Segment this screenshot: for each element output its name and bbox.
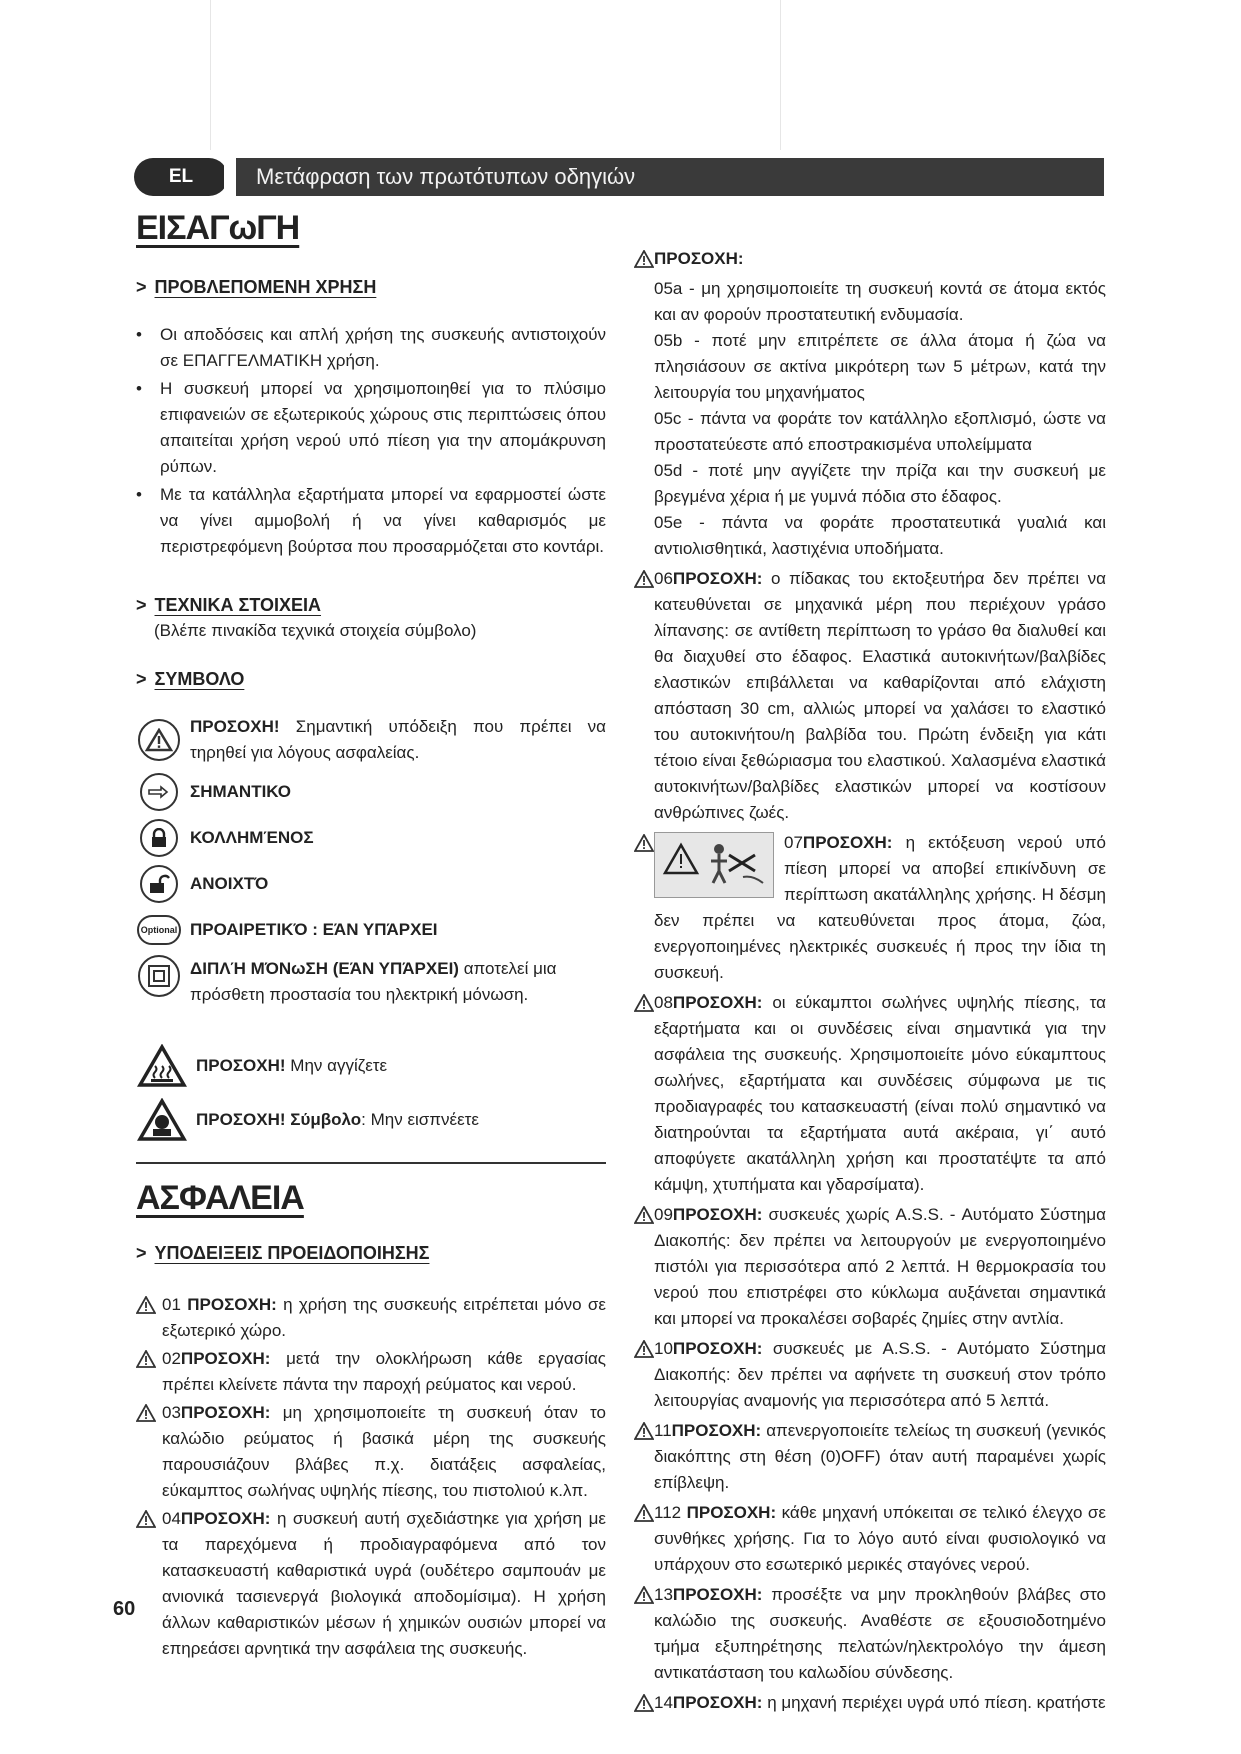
list-item: • Με τα κατάλληλα εξαρτήματα μπορεί να εφαρμοστεί ώστε να γίνει αμμοβολή ή να γίνει καθαρισμός με περιστρεφόμενη βούρτσα που προσαρμόζεται στο κοντάρι.: [136, 482, 606, 560]
double-insulation-label: ΔΙΠΛΉ ΜΌΝωΣΗ (ΕΆΝ ΥΠΆΡΧΕΙ): [190, 959, 459, 978]
symbol-important: [136, 772, 606, 812]
warning-triangle-icon: [634, 1504, 654, 1522]
symbol-locked: [136, 818, 606, 858]
warning-03: 03ΠΡΟΣΟΧΗ: μη χρησιμοποιείτε τη συσκευή όταν το καλώδιο ρεύματος ή βασικά μέρη της συσκευής παρουσιάζουν βλάβες π.χ. διατάξεις ασφαλείας, εύκαμπτος σωλήνας υψηλής πίεσης, του πιστολιού κ.λπ.: [136, 1400, 606, 1504]
scan-line: [210, 0, 211, 150]
warning-triangle-icon: [136, 720, 182, 760]
caution-text: Σημαντική υπόδειξη που πρέπει να τηρηθεί για λόγους ασφαλείας.: [190, 717, 606, 762]
inhale-label: ΠΡΟΣΟΧΗ! Σύμβολο: [196, 1110, 362, 1129]
optional-label: ΠΡΟΑΙΡΕΤΙΚΌ : ΕΆΝ ΥΠΆΡΧΕΙ: [190, 920, 438, 939]
warning-triangle-icon: [634, 570, 654, 588]
caution-label: ΠΡΟΣΟΧΗ!: [190, 717, 280, 736]
section-divider: [136, 1162, 606, 1164]
safety-heading: ΑΣΦΑΛΕΙΑ: [136, 1179, 304, 1217]
warning-02: 02ΠΡΟΣΟΧΗ: μετά την ολοκλήρωση κάθε εργασίας πρέπει κλείνετε πάντα την παροχή ρεύματος και νερού.: [136, 1346, 606, 1398]
important-label: ΣΗΜΑΝΤΙΚΟ: [190, 782, 292, 801]
warning-05d: 05d - ποτέ μην αγγίζετε την πρίζα και την συσκευή με βρεγμένα χέρια ή με γυμνά πόδια στο έδαφος.: [654, 461, 1106, 506]
lock-closed-icon: [136, 818, 182, 858]
symbol-caution: [136, 714, 606, 766]
warning-05a: 05a - μη χρησιμοποιείτε τη συσκευή κοντά σε άτομα εκτός και αν φορούν προστατευτική ενδυμασία.: [654, 279, 1106, 324]
open-label: ΑΝΟΙΧΤΌ: [190, 874, 269, 893]
intended-use-list: [136, 322, 606, 560]
hot-text: Μην αγγίζετε: [290, 1056, 388, 1075]
optional-badge-text: Optional: [140, 925, 178, 935]
inhale-text: : Μην εισπνέετε: [361, 1110, 479, 1129]
page-number: 60: [113, 1598, 136, 1620]
warning-13: 13ΠΡΟΣΟΧΗ: προσέξτε να μην προκληθούν βλάβες στο καλώδιο της συσκευής. Αναθέστε σε εξουσιοδοτημένο τμήμα εξυπηρέτησης πελατών/ηλεκτρολόγο την άμεση αντικατάσταση του καλωδίου σύνδεσης.: [654, 1582, 1106, 1686]
warning-12: 112 ΠΡΟΣΟΧΗ: κάθε μηχανή υπόκειται σε τελικό έλεγχο σε συνθήκες χρήσης. Για το λόγο αυτό είναι φυσιολογικό να υπάρχουν στο εσωτερικό μερικές σταγόνες νερού.: [654, 1500, 1106, 1578]
warning-06: 06ΠΡΟΣΟΧΗ: ο πίδακας του εκτοξευτήρα δεν πρέπει να κατευθύνεται σε μηχανικά μέρη που περιέχουν γράσο λίπανσης: σε αντίθετη περίπτωση το γράσο θα διαλυθεί και θα διαχυθεί στο έδαφος. Ελαστικά αυτοκινήτων/βαλβίδες ελαστικών επιβάλλεται να καθαρίζονται από ελάχιστη απόσταση 30 cm, αλλιώς μπορεί να χαλάσει το ελαστικό του αυτοκινήτου/η βαλβίδα του. Πρώτη ένδειξη για κάτι τέτοιο είναι ξεθώριασμα του ελαστικού. Χαλασμένα ελαστικά αυτοκινήτων/βαλβίδες ελαστικών μπορεί να κοστίσουν ανθρώπινες ζωές.: [654, 566, 1106, 826]
warning-14: 14ΠΡΟΣΟΧΗ: η μηχανή περιέχει υγρά υπό πίεση. κρατήστε: [654, 1690, 1106, 1716]
warning-triangle-icon: [634, 1586, 654, 1604]
warning-triangle-icon: [634, 1694, 654, 1712]
symbol-do-not-inhale: [136, 1096, 606, 1144]
hot-surface-icon: [136, 1042, 188, 1090]
right-column: [654, 246, 1106, 1718]
warning-10: 10ΠΡΟΣΟΧΗ: συσκευές με A.S.S. - Αυτόματο Σύστημα Διακοπής: δεν πρέπει να αφήνετε τη συσκευή στον τρόπο λειτουργίας αναμονής για περισσότερα από 5 λεπτά.: [654, 1336, 1106, 1414]
warning-triangle-icon: [634, 250, 654, 268]
warning-triangle-icon: [136, 1404, 156, 1422]
tech-data-text: (Βλέπε πινακίδα τεχνικά στοιχεία σύμβολο): [154, 621, 477, 640]
locked-label: ΚΟΛΛΗΜΈΝΟΣ: [190, 828, 314, 847]
chevron-right-icon: >: [136, 669, 147, 689]
page-header-title: Μετάφραση των πρωτότυπων οδηγιών: [236, 158, 1104, 196]
warning-triangle-icon: [634, 1340, 654, 1358]
symbol-hot-surface: [136, 1042, 606, 1090]
double-insulation-icon: [136, 956, 182, 996]
optional-badge-icon: [136, 910, 182, 950]
warning-triangle-icon: [136, 1296, 156, 1314]
symbol-open: [136, 864, 606, 904]
tech-data-title: > ΤΕΧΝΙΚΑ ΣΤΟΙΧΕΙΑ: [136, 592, 606, 618]
warning-08: 08ΠΡΟΣΟΧΗ: οι εύκαμπτοι σωλήνες υψηλής πίεσης, τα εξαρτήματα και οι συνδέσεις είναι σημαντικά για την ασφάλεια της συσκευής. Χρησιμοποιείτε μόνο εύκαμπτους σωλήνες, εξαρτήματα και συνδέσεις σύμφωνα με τις προδιαγραφές του κατασκευαστή (είναι πολύ σημαντικό να διατηρούνται τα εξαρτήματα αυτά ακέραια, γι΄ αυτό αποφύγετε ακατάλληλη χρήση και προστατέψτε τα από κάμψη, χτυπήματα και γδαρσίματα).: [654, 990, 1106, 1198]
symbol-optional: [136, 910, 606, 950]
warning-triangle-icon: [634, 834, 654, 852]
lock-open-icon: [136, 864, 182, 904]
hot-label: ΠΡΟΣΟΧΗ!: [196, 1056, 286, 1075]
warning-triangle-icon: [136, 1350, 156, 1368]
warning-triangle-icon: [634, 1422, 654, 1440]
warnings-title: > ΥΠΟΔΕΙΞΕΙΣ ΠΡΟΕΙΔΟΠΟΙΗΣΗΣ: [136, 1240, 606, 1266]
warning-05e: 05e - πάντα να φοράτε προστατευτικά γυαλιά και αντιολισθητικά, λαστιχένια υποδήματα.: [654, 513, 1106, 558]
intended-use-title: > ΠΡΟΒΛΕΠΟΜΕΝΗ ΧΡΗΣΗ: [136, 274, 606, 300]
symbol-double-insulation: [136, 956, 606, 1008]
warning-11: 11ΠΡΟΣΟΧΗ: απενεργοποιείτε τελείως τη συσκευή (γενικός διακόπτης στη θέση (0)OFF) όταν αυτή παραμένει χωρίς επίβλεψη.: [654, 1418, 1106, 1496]
warning-triangle-icon: [634, 994, 654, 1012]
language-badge: EL: [134, 158, 228, 196]
left-column: [136, 204, 606, 1664]
warning-05b: 05b - ποτέ μην επιτρέπετε σε άλλα άτομα ή ζώα να πλησιάσουν σε ακτίνα μικρότερη των 5 μέτρων, κατά την λειτουργία του μηχανήματος: [654, 331, 1106, 402]
warning-09: 09ΠΡΟΣΟΧΗ: συσκευές χωρίς A.S.S. - Αυτόματο Σύστημα Διακοπής: δεν πρέπει να λειτουργούν με ενεργοποιημένο πιστόλι για περισσότερα από 2 λεπτά. Η θερμοκρασία του νερού που επιστρέφει στο κύκλωμα αυξάνεται σημαντικά και μπορεί να προκαλέσει σοβαρές ζημίες στην αντλία.: [654, 1202, 1106, 1332]
list-item: • Οι αποδόσεις και απλή χρήση της συσκευής αντιστοιχούν σε ΕΠΑΓΓΕΛΜΑΤΙΚΗ χρήση.: [136, 322, 606, 374]
double-insulation-text: αποτελεί μια πρόσθετη προστασία του ηλεκτρική μόνωση.: [190, 959, 557, 1004]
chevron-right-icon: >: [136, 595, 147, 615]
chevron-right-icon: >: [136, 1243, 147, 1263]
warning-01: 01 ΠΡΟΣΟΧΗ: η χρήση της συσκευής ειτρέπεται μόνο σε εξωτερικό χώρο.: [136, 1292, 606, 1344]
inhale-hazard-icon: [136, 1096, 188, 1144]
warning-triangle-icon: [634, 1206, 654, 1224]
warning-05c: 05c - πάντα να φοράτε τον κατάλληλο εξοπλισμό, ώστε να προστατεύεστε από εποστρακισμένα υπολείμματα: [654, 409, 1106, 454]
chevron-right-icon: >: [136, 277, 147, 297]
pointing-hand-icon: [136, 772, 182, 812]
warning-05: ΠΡΟΣΟΧΗ:: [654, 246, 1106, 272]
intro-heading: ΕΙΣΑΓωΓΗ: [136, 209, 300, 247]
symbol-title: > ΣΥΜΒΟΛΟ: [136, 666, 606, 692]
warning-04: 04ΠΡΟΣΟΧΗ: η συσκευή αυτή σχεδιάστηκε για χρήση με τα παρεχόμενα ή προδιαγραφόμενα από τον κατασκευαστή καθαριστικά υγρά (ουδέτερο σαμπουάν με ανιονικά τασιενεργά βιολογικά αποδομίσιμα). Η χρήση άλλων καθαριστικών μέσων ή χημικών ουσιών μπορεί να επηρεάσει αρνητικά την ασφάλεια της συσκευής.: [136, 1506, 606, 1662]
warning-triangle-icon: [136, 1510, 156, 1528]
spray-hazard-pictogram: [654, 832, 774, 898]
warning-07: 07ΠΡΟΣΟΧΗ: η εκτόξευση νερού υπό πίεση μπορεί να αποβεί επικίνδυνη σε περίπτωση ακατάλληλης χρήσης. Η δέσμη δεν πρέπει να κατευθύνεται προς άτομα, ζώα, ενεργοποιημένες ηλεκτρικές συσκευές ή προς την ίδια τη συσκευή.: [654, 830, 1106, 986]
scan-line: [780, 0, 781, 150]
list-item: • Η συσκευή μπορεί να χρησιμοποιηθεί για το πλύσιμο επιφανειών σε εξωτερικούς χώρους στις περιπτώσεις όπου απαιτείται χρήση νερού υπό πίεση για την απομάκρυνση ρύπων.: [136, 376, 606, 480]
